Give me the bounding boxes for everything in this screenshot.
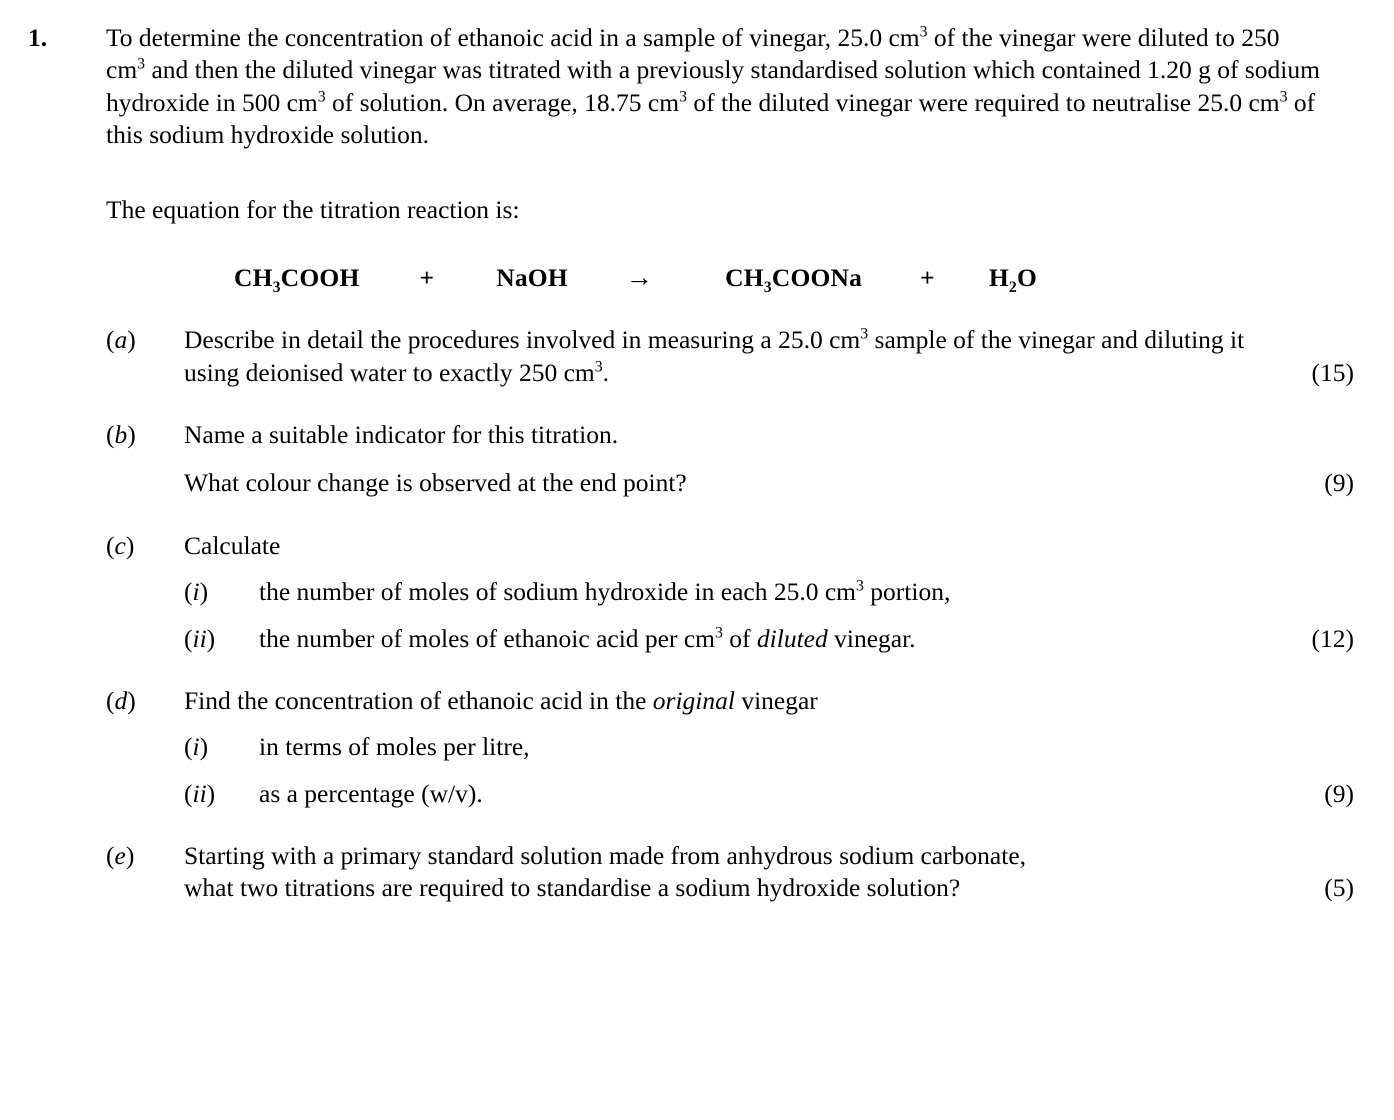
part-c-sub-i	[184, 576, 1276, 608]
eq-p1-sub: 3	[763, 278, 772, 296]
part-e-paren-close: )	[125, 841, 135, 870]
part-e-label	[106, 840, 184, 872]
part-c-marks: (12)	[1311, 623, 1354, 653]
equation-product-sodium-ethanoate	[725, 262, 862, 294]
part-e-marks: (5)	[1324, 873, 1354, 903]
part-d-text-1: Find the concentration of ethanoic acid in the	[184, 685, 653, 715]
part-b-paren-close: )	[127, 420, 136, 449]
equation-intro: The equation for the titration reaction is:	[106, 194, 520, 224]
part-c-i-sup: 3	[856, 577, 864, 595]
stem-sup-4: 3	[679, 88, 687, 106]
part-c-label	[106, 530, 184, 562]
eq-r1-a: CH	[234, 262, 273, 292]
part-c-letter: c	[114, 530, 126, 560]
eq-p2-a: H	[988, 262, 1009, 292]
part-c-line-1: Calculate	[184, 530, 281, 560]
part-a-text-2: sample of the vinegar and diluting it using deionised water to exactly 250 cm	[184, 325, 1245, 387]
question-body	[106, 22, 1354, 905]
equation-plus-1: +	[419, 262, 435, 292]
eq-r1-sub: 3	[272, 278, 281, 296]
part-e-content	[184, 840, 1354, 905]
question-part-a	[106, 324, 1354, 389]
question-part-d	[106, 685, 1354, 810]
question-block	[28, 22, 1354, 905]
stem-text-4: of solution. On average, 18.75 cm	[325, 87, 680, 117]
part-c-ii-text-2: of	[722, 623, 757, 653]
eq-p1-b: COONa	[771, 262, 863, 292]
part-d-sub-i-text: in terms of moles per litre,	[259, 732, 530, 762]
stem-text-1: To determine the concentration of ethanoic acid in a sample of vinegar, 25.0 cm	[106, 23, 920, 52]
stem-text-3: and then the diluted vinegar was titrated with a previously standardised solution which contained 1.20 g of sodium hydroxide in 500 cm	[106, 55, 1320, 117]
part-a-letter: a	[114, 325, 128, 355]
part-d-sub-ii-text: as a percentage (w/v).	[259, 778, 483, 808]
part-a-text-3: .	[602, 357, 610, 387]
part-c-paren-open: (	[106, 530, 115, 560]
part-b-content	[184, 419, 1354, 500]
part-b-marks: (9)	[1324, 468, 1354, 498]
part-a-label	[106, 324, 184, 356]
part-b-paren-open: (	[106, 420, 115, 449]
part-a-sup-1: 3	[860, 325, 869, 343]
equation-arrow-icon: →	[625, 261, 654, 292]
equation-reactant-ethanoic-acid	[234, 262, 360, 294]
eq-p2-b: O	[1016, 262, 1038, 292]
part-c-sub-ii-label	[184, 623, 259, 655]
part-d-line-1	[184, 685, 1276, 717]
part-c-i-text-1: the number of moles of sodium hydroxide in each 25.0 cm	[259, 577, 856, 607]
part-d-sub-i	[184, 731, 1276, 763]
part-d-marks: (9)	[1324, 778, 1354, 808]
part-c-i-numeral: i	[192, 577, 200, 607]
part-c-i-paren-close: )	[199, 577, 209, 607]
part-e-letter: e	[114, 841, 126, 870]
stem-text-2: of the vinegar were diluted to 250 cm	[106, 23, 1280, 85]
question-stem	[106, 22, 1321, 152]
part-c-ii-numeral: ii	[192, 623, 207, 653]
stem-text-5: of the diluted vinegar were required to neutralise 25.0 cm	[686, 87, 1280, 117]
equation-reactant-naoh: NaOH	[496, 262, 568, 292]
part-c-ii-paren-close: )	[206, 623, 216, 653]
part-c-content	[184, 530, 1354, 655]
stem-text-6: of this sodium hydroxide solution.	[106, 87, 1316, 150]
part-e-line-1: Starting with a primary standard solution made from anhydrous sodium carbonate,	[184, 841, 1027, 870]
part-a-sup-2: 3	[594, 358, 603, 376]
part-c-ii-text-1: the number of moles of ethanoic acid per cm	[259, 623, 715, 653]
equation-product-water	[989, 262, 1037, 294]
question-part-b	[106, 419, 1354, 500]
stem-sup-1: 3	[919, 23, 928, 41]
part-d-paren-open: (	[106, 685, 115, 715]
part-e-line-2: what two titrations are required to standardise a sodium hydroxide solution?	[184, 873, 961, 903]
part-d-i-numeral: i	[192, 732, 200, 762]
eq-r1-b: COOH	[280, 262, 360, 292]
stem-sup-3: 3	[317, 88, 326, 106]
part-d-sub-ii	[184, 778, 1276, 810]
part-d-i-paren-close: )	[199, 732, 209, 762]
part-a-paren-open: (	[106, 325, 115, 355]
question-part-c	[106, 530, 1354, 655]
part-c-sub-ii-text	[259, 623, 1276, 655]
part-d-letter: d	[114, 685, 128, 715]
part-c-i-text-2: portion,	[863, 577, 951, 607]
part-d-ii-paren-close: )	[206, 778, 216, 808]
part-c-i-paren-open: (	[184, 577, 193, 607]
part-c-ii-emphasis: diluted	[756, 623, 828, 653]
part-b-letter: b	[114, 420, 128, 449]
part-d-content	[184, 685, 1354, 810]
question-part-e	[106, 840, 1354, 905]
part-c-ii-paren-open: (	[184, 623, 193, 653]
part-a-paren-close: )	[127, 325, 136, 355]
stem-sup-5: 3	[1279, 88, 1288, 106]
part-d-ii-numeral: ii	[192, 778, 207, 808]
part-d-i-paren-open: (	[184, 732, 193, 762]
eq-p2-sub: 2	[1008, 278, 1017, 296]
stem-sup-2: 3	[137, 55, 146, 73]
part-c-ii-text-3: vinegar.	[827, 623, 916, 653]
part-d-paren-close: )	[127, 685, 136, 715]
equation-plus-2: +	[920, 262, 935, 292]
part-d-label	[106, 685, 184, 717]
chemical-equation	[106, 260, 1354, 294]
question-number: 1.	[28, 23, 48, 52]
part-c-ii-sup: 3	[715, 624, 723, 641]
part-d-ii-paren-open: (	[184, 778, 193, 808]
part-a-marks: (15)	[1311, 357, 1354, 387]
part-c-paren-close: )	[125, 530, 135, 560]
part-c-sub-ii	[184, 623, 1276, 655]
part-b-line-2: What colour change is observed at the end point?	[184, 468, 687, 498]
part-d-emphasis: original	[652, 685, 735, 715]
part-a-text-1: Describe in detail the procedures involved in measuring a 25.0 cm	[184, 325, 861, 355]
part-b-label	[106, 419, 184, 451]
eq-p1-a: CH	[725, 262, 764, 292]
part-a-content	[184, 324, 1354, 389]
part-b-line-1: Name a suitable indicator for this titration.	[184, 420, 619, 449]
part-c-sub-i-text	[259, 576, 1276, 608]
part-d-sub-ii-label	[184, 778, 259, 810]
part-c-sub-i-label	[184, 576, 259, 608]
part-e-paren-open: (	[106, 841, 115, 870]
part-d-text-2: vinegar	[734, 685, 818, 715]
part-d-sub-i-label	[184, 731, 259, 763]
